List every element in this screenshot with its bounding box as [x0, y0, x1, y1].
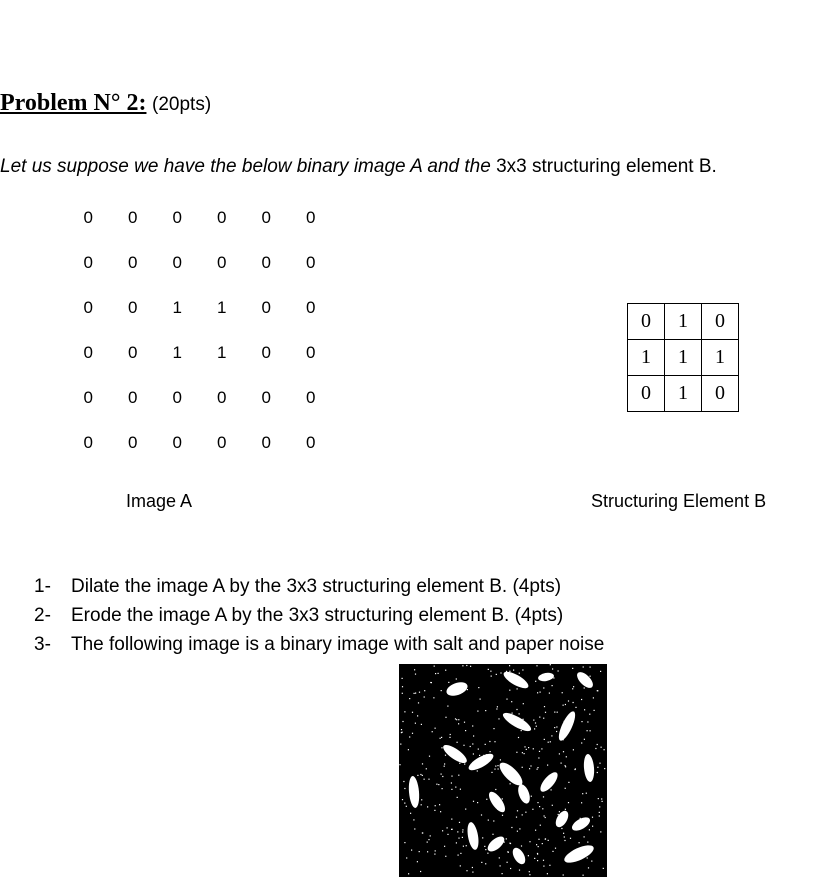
question-item [34, 634, 604, 663]
matrix-cell: 0 [83, 208, 93, 227]
matrix-cell: 0 [261, 298, 271, 317]
matrix-cell: 0 [83, 388, 93, 407]
problem-heading: Problem N° 2: [0, 90, 147, 116]
intro-rest: 3x3 structuring element B. [496, 156, 717, 177]
intro-italic: Let us suppose we have the below binary image A and the [0, 156, 491, 177]
matrix-cell: 0 [172, 433, 182, 452]
matrix-cell: 0 [128, 253, 138, 272]
matrix-cell: 0 [83, 343, 93, 362]
se-cell: 0 [702, 376, 739, 412]
matrix-cell: 0 [217, 253, 227, 272]
se-cell: 1 [665, 340, 702, 376]
matrix-cell: 0 [217, 388, 227, 407]
question-item [34, 605, 604, 634]
problem-statement [0, 156, 717, 178]
matrix-cell: 0 [261, 388, 271, 407]
se-cell: 1 [628, 340, 665, 376]
problem-title [0, 90, 211, 117]
matrix-cell: 0 [217, 433, 227, 452]
matrix-cell: 0 [306, 433, 316, 452]
matrix-cell: 0 [128, 433, 138, 452]
se-cell: 1 [702, 340, 739, 376]
se-cell: 1 [665, 376, 702, 412]
matrix-cell: 1 [217, 298, 227, 317]
matrix-row [66, 204, 333, 249]
se-cell: 0 [702, 304, 739, 340]
question-list [34, 576, 604, 663]
matrix-cell: 0 [128, 208, 138, 227]
matrix-cell: 0 [172, 208, 182, 227]
noisy-binary-image [399, 664, 607, 877]
image-a-matrix [66, 204, 333, 474]
se-row [628, 376, 739, 412]
matrix-cell: 1 [217, 343, 227, 362]
se-cell: 1 [665, 304, 702, 340]
matrix-cell: 1 [172, 343, 182, 362]
image-a-caption: Image A [126, 491, 193, 511]
matrix-row [66, 294, 333, 339]
question-number: 3- [34, 634, 51, 655]
question-number: 1- [34, 576, 51, 597]
se-row [628, 304, 739, 340]
matrix-cell: 0 [306, 253, 316, 272]
question-item [34, 576, 604, 605]
matrix-row [66, 339, 333, 384]
matrix-cell: 0 [261, 343, 271, 362]
matrix-cell: 0 [128, 388, 138, 407]
matrix-cell: 0 [83, 298, 93, 317]
matrix-cell: 0 [83, 433, 93, 452]
matrix-cell: 0 [261, 208, 271, 227]
question-text: Dilate the image A by the 3x3 structuring element B. (4pts) [71, 576, 562, 597]
structuring-element-caption: Structuring Element B [591, 491, 767, 511]
question-text: Erode the image A by the 3x3 structuring element B. (4pts) [71, 605, 564, 626]
matrix-row [66, 249, 333, 294]
matrix-row [66, 429, 333, 474]
se-cell: 0 [628, 376, 665, 412]
se-cell: 0 [628, 304, 665, 340]
se-row [628, 340, 739, 376]
question-text: The following image is a binary image with salt and paper noise [71, 634, 605, 655]
matrix-cell: 0 [306, 208, 316, 227]
matrix-cell: 0 [128, 343, 138, 362]
matrix-row [66, 384, 333, 429]
matrix-cell: 0 [306, 298, 316, 317]
matrix-cell: 0 [261, 433, 271, 452]
problem-points: (20pts) [152, 94, 212, 115]
matrix-cell: 0 [172, 253, 182, 272]
matrix-cell: 0 [172, 388, 182, 407]
structuring-element-table [627, 303, 739, 412]
matrix-cell: 0 [128, 298, 138, 317]
question-number: 2- [34, 605, 51, 626]
matrix-cell: 0 [261, 253, 271, 272]
matrix-cell: 0 [83, 253, 93, 272]
matrix-cell: 1 [172, 298, 182, 317]
matrix-cell: 0 [306, 343, 316, 362]
matrix-cell: 0 [306, 388, 316, 407]
matrix-cell: 0 [217, 208, 227, 227]
